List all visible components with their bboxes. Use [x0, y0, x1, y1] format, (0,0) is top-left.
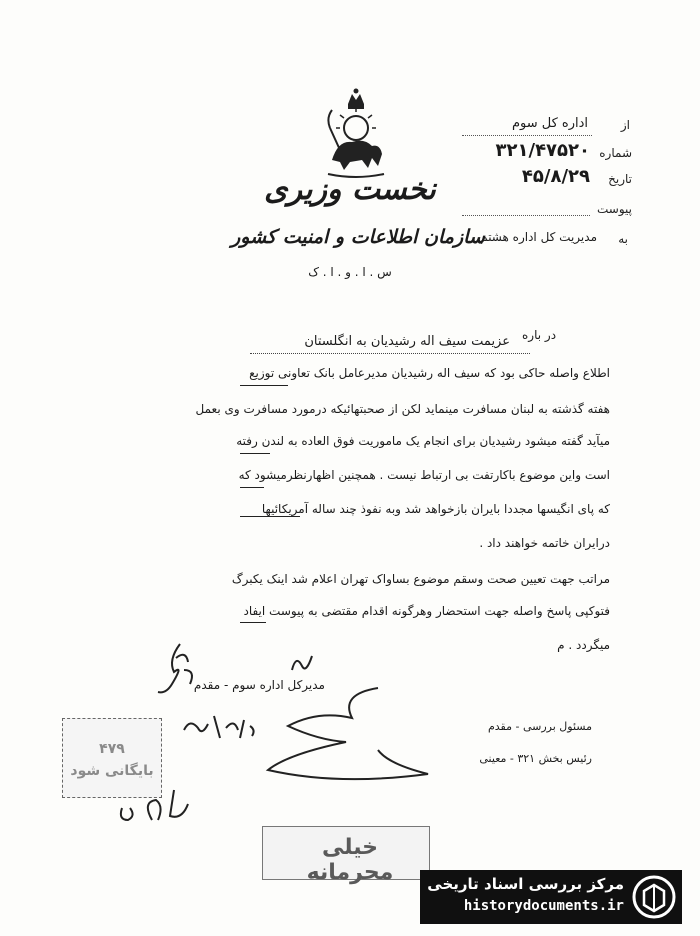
initials-mark-icon	[288, 650, 316, 676]
attachment-label: پیوست	[597, 202, 632, 216]
body-line-5: که پای انگیسها مجددا بایران بازخواهد شد وبه نفوذ چند ساله آمریکائیها	[261, 502, 610, 516]
line-filler	[240, 453, 270, 454]
handwritten-loop-icon	[228, 680, 568, 790]
watermark-url: historydocuments.ir	[463, 898, 624, 914]
body-line-8: فتوکپی پاسخ واصله جهت استحضار وهرگونه اقدام مقتضی به پیوست ایفاد	[243, 604, 610, 618]
body-line-4: است واین موضوع باکارتفت بی ارتباط نیست . همچنین اظهارنظرمیشود که	[238, 468, 610, 482]
date-value: ۴۵/۸/۲۹	[521, 166, 590, 187]
body-line-3: میآید گفته میشود رشیدیان برای انجام یک ماموریت فوق العاده به لندن رفته	[236, 434, 610, 448]
recipient: مدیریت کل اداره هشتم	[480, 230, 597, 244]
body-line-1: اطلاع واصله حاکی بود که سیف اله رشیدیان مدیرعامل بانک تعاونی توزیع	[249, 366, 610, 380]
subject-label: در باره	[522, 328, 557, 342]
line-filler	[240, 622, 266, 623]
body-line-9: میگردد . م	[557, 638, 610, 652]
footer-section-head-line: رئیس بخش ۳۲۱ - معینی	[479, 752, 592, 765]
org-code: س . ا . و . ا . ک	[308, 265, 392, 279]
line-filler	[240, 385, 288, 386]
subject-text: عزیمت سیف اله رشیدیان به انگلستان	[304, 334, 510, 349]
org-subtitle: سازمان اطلاعات و امنیت کشور	[231, 226, 485, 248]
archive-logo-icon	[632, 875, 676, 919]
org-title: نخست وزیری	[264, 172, 436, 207]
watermark-title: مرکز بررسی اسناد تاریخی	[427, 875, 624, 893]
watermark-banner	[420, 870, 682, 924]
attachment-dotted-line	[462, 214, 590, 216]
number-label: شماره	[599, 146, 632, 160]
footer-reviewer-line: مسئول بررسی - مقدم	[487, 720, 592, 733]
archive-stamp-label: بایگانی شود	[70, 763, 154, 779]
archive-stamp-number: ۴۷۹	[99, 741, 125, 757]
subject-underline	[250, 353, 530, 354]
from-dotted-line	[462, 134, 592, 136]
from-value: اداره کل سوم	[511, 116, 588, 131]
classification-stamp-text: خیلی محرمانه	[306, 835, 394, 885]
date-label: تاریخ	[608, 172, 632, 186]
archive-stamp-text	[70, 738, 154, 782]
body-line-2: هفته گذشته به لبنان مسافرت مینماید لکن از صحبتهائیکه درمورد مسافرت وی بعمل	[195, 402, 610, 416]
number-value: ۳۲۱/۴۷۵۲۰	[495, 140, 590, 161]
line-filler	[240, 516, 300, 517]
signature-line: مدیرکل اداره سوم - مقدم	[193, 678, 325, 692]
line-filler	[240, 487, 264, 488]
body-line-6: درایران خاتمه خواهند داد .	[479, 536, 610, 550]
body-line-7: مراتب جهت تعیین صحت وسقم موضوع بساواک تهران اعلام شد اینک یکبرگ	[231, 572, 610, 586]
handwritten-note-icon	[112, 780, 202, 830]
to-label: به	[618, 232, 628, 246]
lion-and-sun-emblem-icon	[318, 88, 394, 180]
from-label: از	[620, 118, 630, 132]
